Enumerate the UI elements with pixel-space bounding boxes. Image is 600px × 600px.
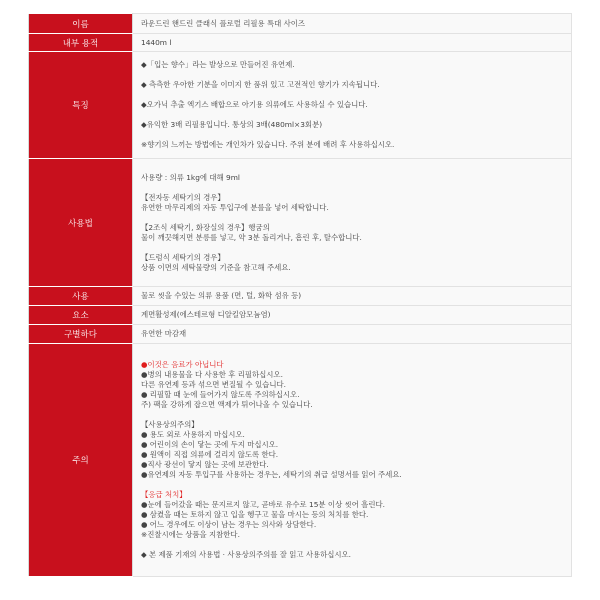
feature-line: ◆ 측측한 우아한 기분을 이미지 한 품위 있고 고전적인 향기가 지속됩니다.	[141, 80, 380, 89]
usage-amount: 사용량 : 의류 1kg에 대해 9ml	[141, 172, 240, 182]
value-caution	[133, 344, 572, 577]
use-precaution-line: ● 어린이의 손이 닿는 곳에 두지 마십시오.	[141, 440, 279, 449]
row-volume	[29, 34, 572, 52]
usage-auto-title: 【전자동 세탁기의 경우】	[141, 192, 225, 202]
feature-line: ◆「입는 향수」라는 발상으로 만들어진 유연제.	[141, 60, 295, 69]
first-aid-line: ● 어느 경우에도 이상이 남는 경우는 의사와 상담한다.	[141, 520, 317, 529]
value-use: 물로 씻을 수있는 의류 용품 (면, 털, 화학 섬유 등)	[133, 287, 572, 306]
value-ingredients: 계면활성제(에스테르형 디알킬암모늄염)	[133, 306, 572, 325]
value-name: 라운드린 핸드린 클래식 플로럴 리필용 특대 사이즈	[133, 14, 572, 34]
usage-twin-text: 물이 깨끗해지면 분릉를 넣고, 약 3분 돌리거나, 흠린 후, 탈수합니다.	[141, 232, 362, 242]
caution-line: ●병의 내용물을 다 사용한 후 리필하십시오.	[141, 370, 283, 379]
label-name: 이름	[29, 14, 133, 34]
row-ingredients	[29, 306, 572, 325]
row-name	[29, 14, 572, 34]
usage-drum-text: 상품 이면의 세탁물량의 기준을 참고해 주세요.	[141, 262, 291, 272]
feature-line: ◆유익한 3배 리필용입니다. 통상의 3배(480ml×3회분)	[141, 120, 323, 129]
caution-line: 다른 유연제 등과 섞으면 변질될 수 있습니다.	[141, 380, 286, 389]
use-precaution-line: ●유연제의 자동 투입구를 사용하는 경우는, 세탁기의 취급 설명서를 읽어 주세요.	[141, 470, 402, 479]
label-ingredients: 요소	[29, 306, 133, 325]
use-precaution-line: ● 용도 외로 사용하지 마십시오.	[141, 430, 245, 439]
row-usage	[29, 159, 572, 287]
final-notice: ◆ 본 제품 기재의 사용법 · 사용상의주의를 잘 읽고 사용하십시오.	[141, 550, 352, 559]
usage-auto-text: 유연한 마무리제의 자동 투입구에 분를을 넣어 세탁합니다.	[141, 202, 329, 212]
caution-line: 주) 팩을 강하게 잡으면 액제가 튀어나올 수 있습니다.	[141, 400, 313, 409]
row-use	[29, 287, 572, 306]
row-features	[29, 52, 572, 159]
usage-drum-title: 【드럼식 세탁기의 경우】	[141, 252, 225, 262]
value-volume: 1440m l	[133, 34, 572, 52]
feature-line: ※향기의 느끼는 방법에는 개인차가 있습니다. 주위 분에 배려 후 사용하십시오.	[141, 140, 395, 149]
label-volume: 내부 용적	[29, 34, 133, 52]
caution-line: ● 리필할 때 눈에 들어가지 않도록 주의하십시오.	[141, 390, 300, 399]
label-use: 사용	[29, 287, 133, 306]
row-type	[29, 325, 572, 344]
label-usage: 사용법	[29, 159, 133, 287]
value-type: 유연한 마감재	[133, 325, 572, 344]
use-precaution-line: ●직사 광선이 닿지 않는 곳에 보관한다.	[141, 460, 269, 469]
first-aid-line: ●눈에 들어갔을 때는 문지르지 않고, 곧바로 유수로 15분 이상 씻어 흘린다.	[141, 500, 385, 509]
label-caution: 주의	[29, 344, 133, 577]
first-aid-line: ● 삼켰을 때는 토하지 않고 입을 헹구고 물을 마시는 등의 처치를 한다.	[141, 510, 369, 519]
value-features	[133, 52, 572, 159]
usage-twin-title: 【2조식 세탁기, 화장실의 경우】행굼의	[141, 222, 270, 232]
first-aid-line: ※진찰시에는 상품을 지참한다.	[141, 530, 240, 539]
use-precaution-line: ● 원액이 직접 의류에 걸리지 않도록 한다.	[141, 450, 279, 459]
row-caution	[29, 344, 572, 577]
feature-line: ◆오가닉 추출 엑기스 배합으로 아기용 의류에도 사용하실 수 있습니다.	[141, 100, 368, 109]
first-aid-title: 【응급 처치】	[141, 490, 187, 499]
not-a-drink-warning: ●이것은 음료가 아닙니다	[141, 360, 224, 369]
value-usage	[133, 159, 572, 287]
label-features: 특징	[29, 52, 133, 159]
product-spec-table	[28, 13, 572, 577]
label-type: 구별하다	[29, 325, 133, 344]
use-precaution-title: 【사용상의주의】	[141, 420, 199, 429]
